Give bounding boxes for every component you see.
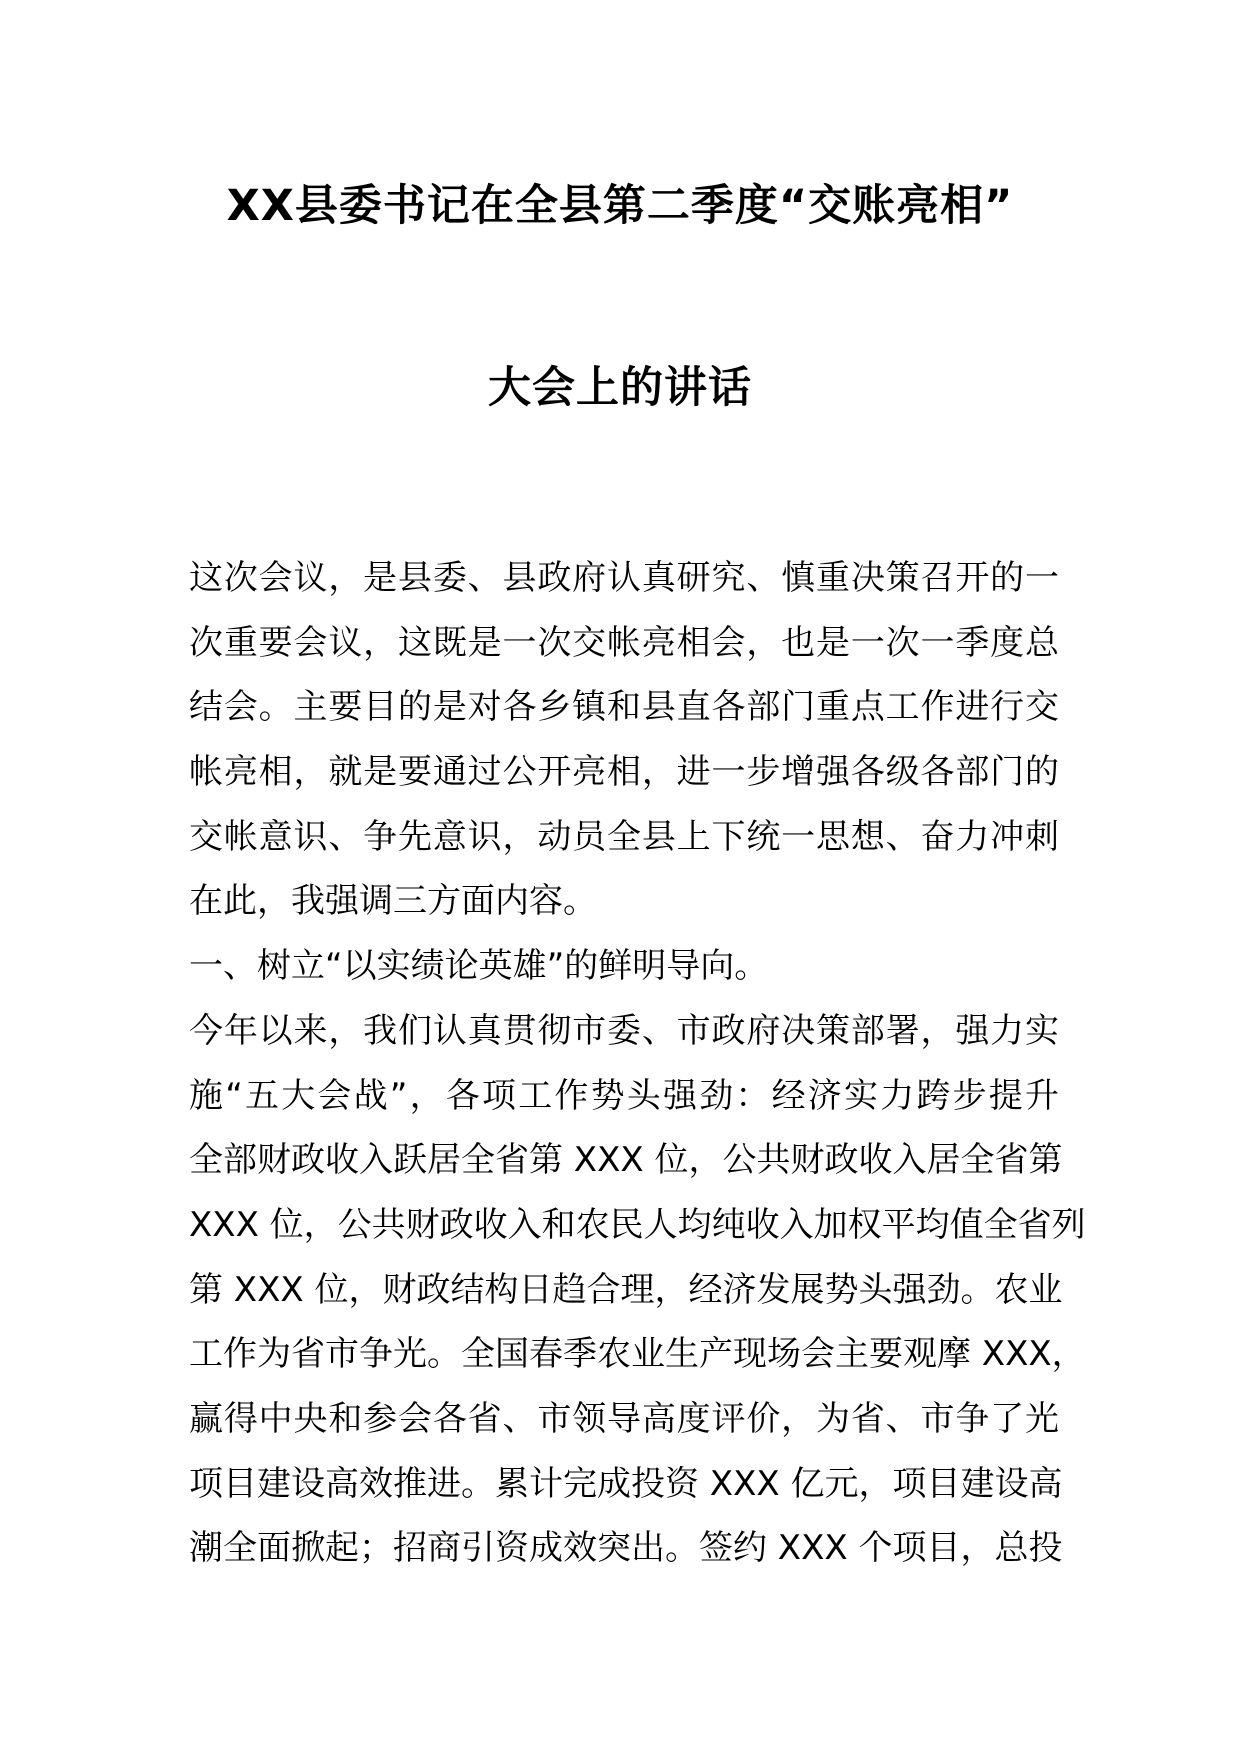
body-line: 赢得中央和参会各省、市领导高度评价，为省、市争了光 [189, 1398, 1059, 1439]
body-line: 施“五大会战”，各项工作势头强劲：经济实力跨步提升 [189, 1075, 1059, 1116]
body-line: 全部财政收入跃居全省第 XXX 位，公共财政收入居全省第 [189, 1140, 1063, 1181]
body-line: 今年以来，我们认真贯彻市委、市政府决策部署，强力实 [189, 1010, 1059, 1051]
body-line: 这次会议，是县委、县政府认真研究、慎重决策召开的一 [189, 558, 1059, 598]
body-line: 交帐意识、争先意识，动员全县上下统一思想、奋力冲刺 [189, 816, 1059, 857]
body-line: 在此，我强调三方面内容。 [189, 881, 597, 922]
body-line: 帐亮相，就是要通过公开亮相，进一步增强各级各部门的 [189, 752, 1059, 793]
document-title-line-2: 大会上的讲话 [488, 363, 752, 413]
document-body [189, 546, 1086, 1581]
body-line: 潮全面掀起；招商引资成效突出。签约 XXX 个项目，总投 [189, 1528, 1063, 1569]
body-line: 结会。主要目的是对各乡镇和县直各部门重点工作进行交 [189, 687, 1059, 728]
body-line: 次重要会议，这既是一次交帐亮相会，也是一次一季度总 [189, 622, 1059, 663]
body-line: 工作为省市争光。全国春季农业生产现场会主要观摩 XXX， [189, 1334, 1086, 1375]
body-line: XXX 位，公共财政收入和农民人均纯收入加权平均值全省列 [189, 1204, 1086, 1245]
section-heading-1: 一、树立“以实绩论英雄”的鲜明导向。 [189, 946, 769, 987]
document-title-line-1: XX县委书记在全县第二季度“交账亮相” [226, 181, 1014, 231]
body-line: 第 XXX 位，财政结构日趋合理，经济发展势头强劲。农业 [189, 1269, 1063, 1310]
body-line: 项目建设高效推进。累计完成投资 XXX 亿元，项目建设高 [189, 1463, 1063, 1504]
